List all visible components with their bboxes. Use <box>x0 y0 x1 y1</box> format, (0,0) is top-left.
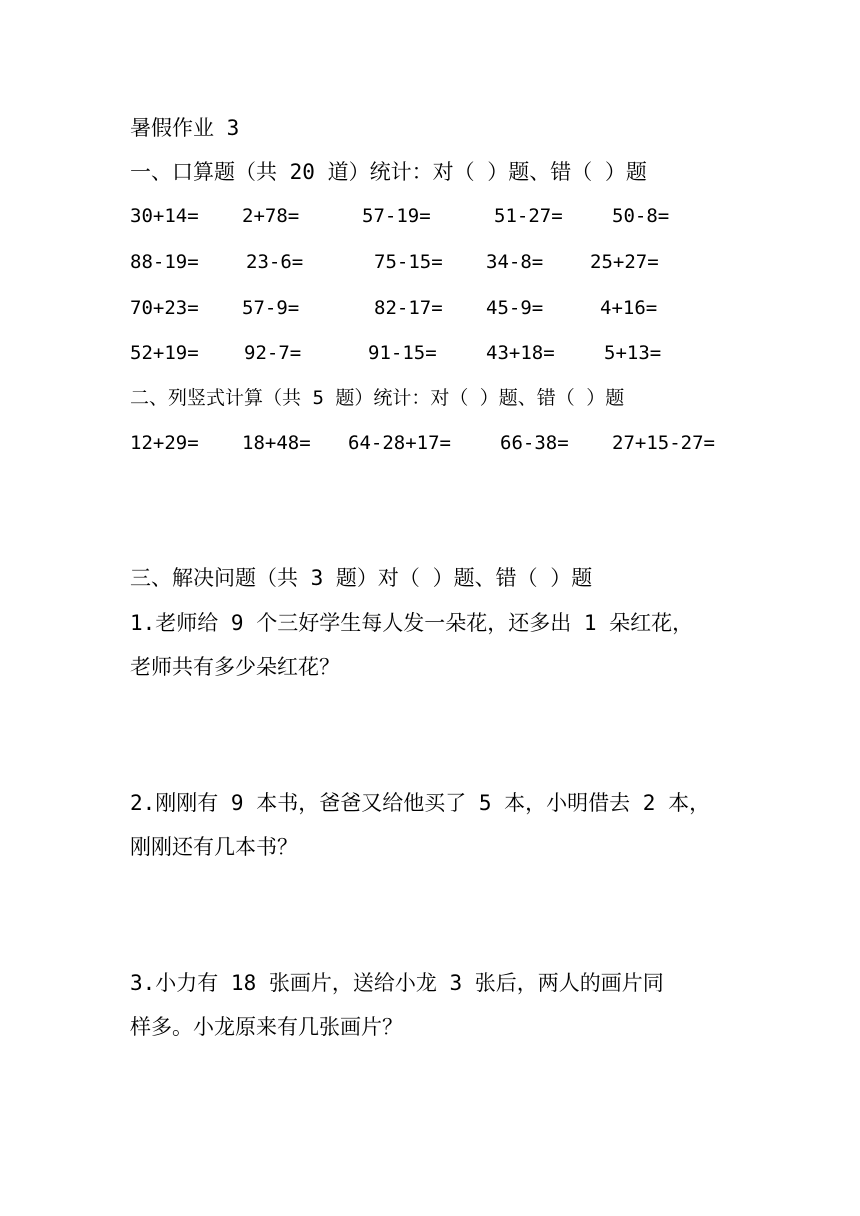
section2-header: 二、列竖式计算（共 5 题）统计：对（ ）题、错（ ）题 <box>130 387 625 409</box>
problem: 88-19= <box>130 251 199 273</box>
problem: 43+18= <box>486 342 555 364</box>
problem: 64-28+17= <box>348 432 451 454</box>
problem: 57-9= <box>242 297 300 319</box>
problem: 51-27= <box>494 205 563 227</box>
problem: 34-8= <box>486 251 544 273</box>
problem: 91-15= <box>368 342 437 364</box>
problem: 57-19= <box>362 205 431 227</box>
problem: 27+15-27= <box>612 432 715 454</box>
problem: 5+13= <box>604 342 662 364</box>
problem-text: 刚刚还有几本书？ <box>130 835 298 859</box>
problem: 2+78= <box>242 205 300 227</box>
problem: 12+29= <box>130 432 199 454</box>
section1-header: 一、口算题（共 20 道）统计：对（ ）题、错（ ）题 <box>130 160 647 184</box>
problem: 75-15= <box>374 251 443 273</box>
problem: 4+16= <box>600 297 658 319</box>
problem: 45-9= <box>486 297 544 319</box>
problem: 30+14= <box>130 205 199 227</box>
problem-text: 2.刚刚有 9 本书，爸爸又给他买了 5 本，小明借去 2 本， <box>130 791 711 815</box>
problem-text: 样多。小龙原来有几张画片？ <box>130 1015 403 1039</box>
problem-text: 老师共有多少朵红花？ <box>130 655 340 679</box>
page-title: 暑假作业 3 <box>130 116 240 140</box>
problem: 82-17= <box>374 297 443 319</box>
problem: 23-6= <box>246 251 304 273</box>
problem: 25+27= <box>590 251 659 273</box>
problem-text: 3.小力有 18 张画片，送给小龙 3 张后，两人的画片同 <box>130 971 664 995</box>
problem: 70+23= <box>130 297 199 319</box>
problem: 52+19= <box>130 342 199 364</box>
problem: 92-7= <box>244 342 302 364</box>
problem: 18+48= <box>242 432 311 454</box>
problem-text: 1.老师给 9 个三好学生每人发一朵花，还多出 1 朵红花， <box>130 611 694 635</box>
problem: 66-38= <box>500 432 569 454</box>
section3-header: 三、解决问题（共 3 题）对（ ）题、错（ ）题 <box>130 566 593 590</box>
problem: 50-8= <box>612 205 670 227</box>
